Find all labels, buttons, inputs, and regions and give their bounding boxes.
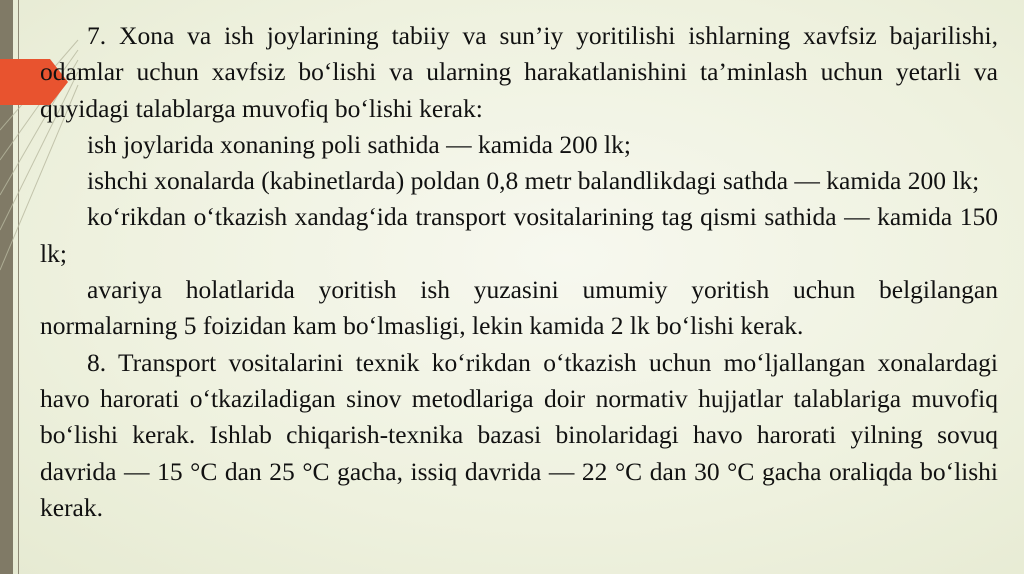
paragraph-air-temperature: 8. Transport vositalarini texnik ko‘rikdan o‘tkazish uchun mo‘ljallangan xonalardagi havo harorati o‘tkaziladigan sinov metodlariga doir normativ hujjatlar talablariga muvofiq bo‘lishi kerak. Ishlab chiqarish-texnika bazasi binolaridagi havo harorati yilning sovuq davrida — 15 °C dan 25 °C gacha, issiq davrida — 22 °C dan 30 °C gacha oraliqda bo‘lishi kerak. [40,347,998,522]
paragraph-floor-level: ish joylarida xonaning poli sathida — kamida 200 lk; [87,129,631,159]
paragraph-inspection-pit: ko‘rikdan o‘tkazish xandag‘ida transport vositalarining tag qismi sathida — kamida 150 lk; [40,202,998,268]
paragraph-office-level: ishchi xonalarda (kabinetlarda) poldan 0,8 metr balandlikdagi sathda — kamida 200 lk; [87,166,980,196]
paragraph-lighting-requirements: 7. Xona va ish joylarining tabiiy va sun’iy yoritilishi ishlarning xavfsiz bajarilishi, odamlar uchun xavfsiz bo‘lishi va ularning harakatlanishini ta’minlash uchun yetarli va quyidagi talablarga muvofiq bo‘lishi kerak: [40,21,998,123]
slide-text-body [40,18,998,526]
paragraph-emergency-lighting: avariya holatlarida yoritish ish yuzasini umumiy yoritish uchun belgilangan normalarning 5 foizidan kam bo‘lmasligi, lekin kamida 2 lk bo‘lishi kerak. [40,275,998,341]
